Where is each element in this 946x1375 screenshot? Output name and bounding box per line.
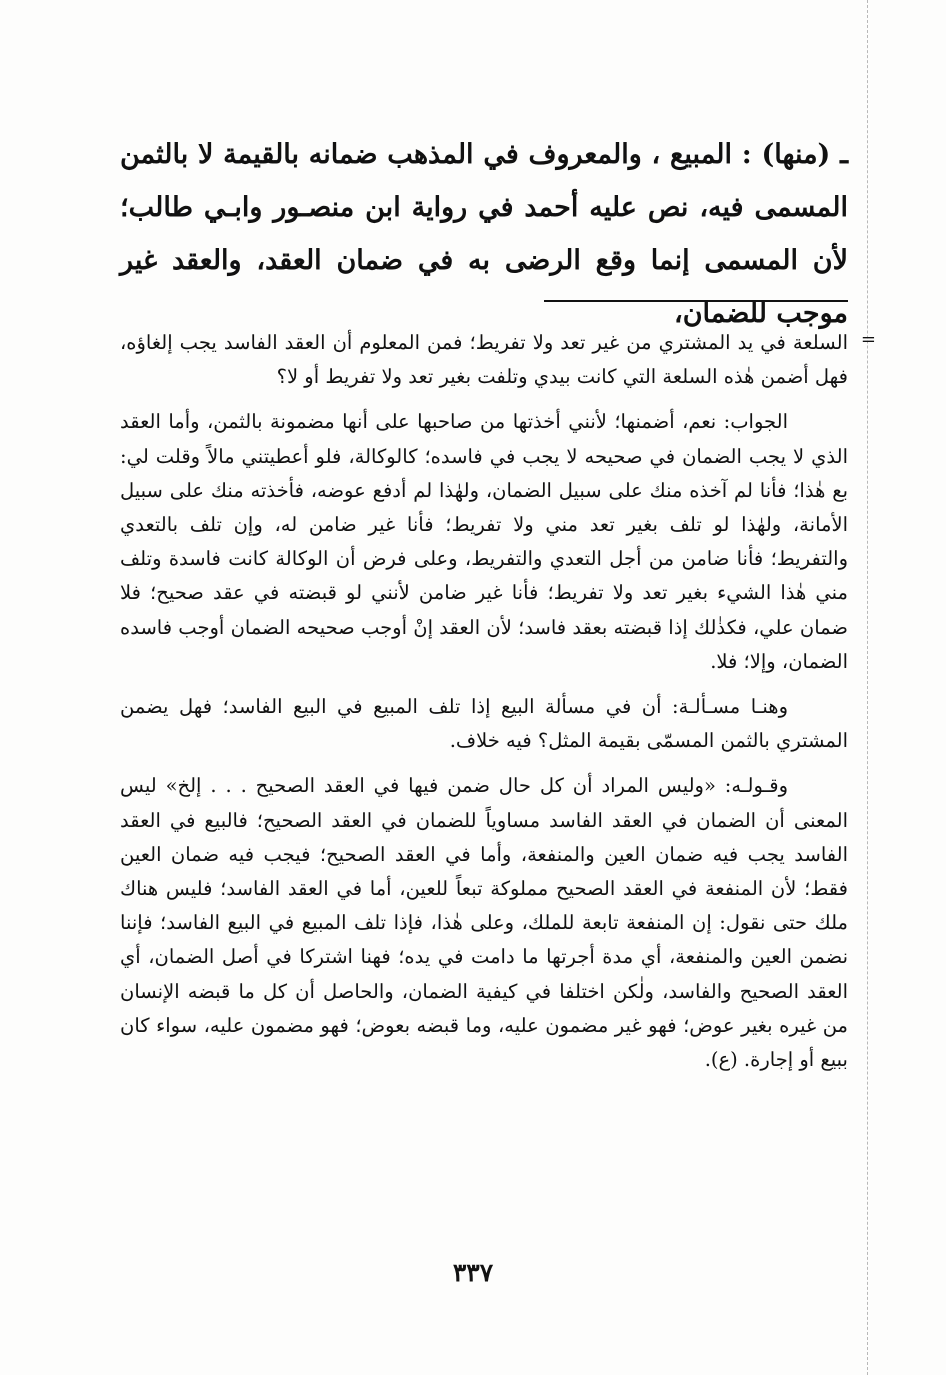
page-edge-line [867, 0, 868, 1375]
footnote-paragraph: الجواب: نعم، أضمنها؛ لأنني أخذتها من صاحبها على أنها مضمونة بالثمن، وأما العقد الذي لا يجب الضمان في صحيحه لا يجب في فاسده؛ كالوكالة، فلو أعطيتني مالاً وقلت لي: بع هٰذا؛ فأنا لم آخذه منك على سبيل الضمان، ولهٰذا لم أدفع عوضه، فأخذته منك على سبيل الأمانة، ولهٰذا لو تلف بغير تعد مني ولا تفريط؛ فأنا غير ضامن له، وإن تلف بالتعدي والتفريط؛ فأنا ضامن من أجل التعدي والتفريط، وعلى فرض أن الوكالة كانت فاسدة وتلف مني هٰذا الشيء بغير تعد ولا تفريط؛ فأنا غير ضامن لأنني لو قبضته في عقد صحيح؛ فلا ضمان علي، فكذٰلك إذا قبضته بعقد فاسد؛ لأن العقد إنْ أوجب صحيحه الضمان أوجب فاسده الضمان، وإلا؛ فلا. [120, 410, 848, 673]
main-paragraph: ـ (منها) : المبيع ، والمعروف في المذهب ضمانه بالقيمة لا بالثمن المسمى فيه، نص عليه أحمد في رواية ابن منصـور وابـي طالب؛ لأن المسمى إنما وقع الرضى به في ضمان العقد، والعقد غير موجب للضمان، [120, 139, 848, 329]
footnote-paragraph: السلعة في يد المشتري من غير تعد ولا تفريط؛ فمن المعلوم أن العقد الفاسد يجب إلغاؤه، فهل أضمن هٰذه السلعة التي كانت بيدي وتلفت بغير تعد ولا تفريط أو لا؟ [120, 331, 848, 389]
main-text [120, 128, 848, 340]
footnote-continuation-marker: = [860, 329, 876, 350]
footnote-divider [544, 300, 848, 302]
footnote-paragraph: وهنـا مسـألـة: أن في مسألة البيع إذا تلف المبيع في البيع الفاسد؛ فهل يضمن المشتري بالثمن المسمّى بقيمة المثل؟ فيه خلاف. [120, 695, 848, 753]
footnote-paragraph: وقـولـه: «وليس المراد أن كل حال ضمن فيها في العقد الصحيح . . . إلخ» ليس المعنى أن الضمان في العقد الفاسد مساوياً للضمان في العقد الصحيح؛ فالبيع في العقد الفاسد يجب فيه ضمان العين والمنفعة، وأما في العقد الصحيح؛ فيجب فيه ضمان العين فقط؛ لأن المنفعة في العقد الصحيح مملوكة تبعاً للعين، أما في العقد الفاسد؛ فليس هناك ملك حتى نقول: إن المنفعة تابعة للملك، وعلى هٰذا، فإذا تلف المبيع في البيع الفاسد؛ فإننا نضمن العين والمنفعة، أي مدة أجرتها ما دامت في يده؛ فهنا اشتركا في أصل الضمان، أي العقد الصحيح والفاسد، ولٰكن اختلفا في كيفية الضمان، والحاصل أن كل ما قبضه الإنسان من غيره بغير عوض؛ فهو غير مضمون عليه، وما قبضه بعوض؛ فهو مضمون عليه، سواء كان ببيع أو إجارة. (ع). [120, 774, 848, 1072]
footnotes [120, 326, 848, 1088]
page-number: ٣٣٧ [452, 1258, 494, 1287]
